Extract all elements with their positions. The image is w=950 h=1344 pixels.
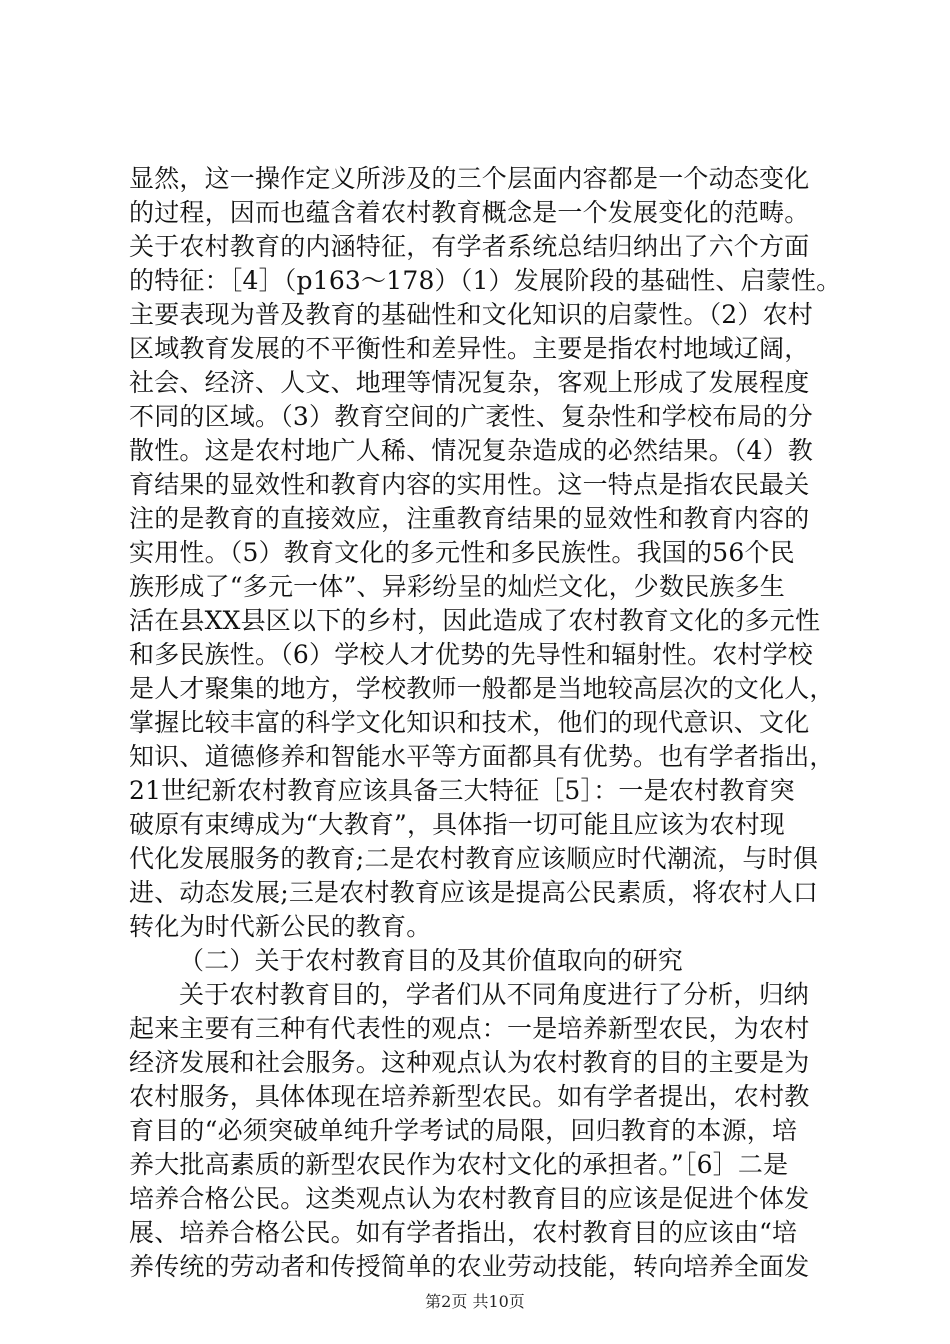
text-line: 起来主要有三种有代表性的观点：一是培养新型农民，为农村 — [129, 1014, 810, 1043]
text-line: 的特征：［4］（p163～178）（1）发展阶段的基础性、启蒙性。 — [129, 266, 842, 295]
text-line: 族形成了“多元一体”、异彩纷呈的灿烂文化，少数民族多生 — [129, 572, 785, 601]
text-line: 知识、道德修养和智能水平等方面都具有优势。也有学者指出， — [129, 742, 835, 771]
text-line: 培养合格公民。这类观点认为农村教育目的应该是促进个体发 — [129, 1184, 810, 1213]
text-line: 展、培养合格公民。如有学者指出，农村教育目的应该由“培 — [129, 1218, 798, 1247]
text-line: 育结果的显效性和教育内容的实用性。这一特点是指农民最关 — [129, 470, 810, 499]
text-line: 显然，这一操作定义所涉及的三个层面内容都是一个动态变化 — [129, 164, 810, 193]
section-heading: （二）关于农村教育目的及其价值取向的研究 — [179, 946, 684, 975]
text-line: 社会、经济、人文、地理等情况复杂，客观上形成了发展程度 — [129, 368, 810, 397]
text-line: 掌握比较丰富的科学文化知识和技术，他们的现代意识、文化 — [129, 708, 810, 737]
text-line: 散性。这是农村地广人稀、情况复杂造成的必然结果。（4）教 — [129, 436, 814, 465]
text-line: 代化发展服务的教育;二是农村教育应该顺应时代潮流，与时俱 — [129, 844, 819, 873]
text-line: 育目的“必须突破单纯升学考试的局限，回归教育的本源，培 — [129, 1116, 798, 1145]
text-line: 不同的区域。（3）教育空间的广袤性、复杂性和学校布局的分 — [129, 402, 814, 431]
text-line: 是人才聚集的地方，学校教师一般都是当地较高层次的文化人， — [129, 674, 835, 703]
text-line: 的过程，因而也蕴含着农村教育概念是一个发展变化的范畴。 — [129, 198, 810, 227]
text-line: 主要表现为普及教育的基础性和文化知识的启蒙性。（2）农村 — [129, 300, 814, 329]
text-line: 注的是教育的直接效应，注重教育结果的显效性和教育内容的 — [129, 504, 810, 533]
document-body — [129, 162, 842, 1284]
text-line: 养大批高素质的新型农民作为农村文化的承担者。”［6］二是 — [129, 1150, 789, 1179]
page-footer — [0, 1292, 950, 1312]
text-line: 和多民族性。（6）学校人才优势的先导性和辐射性。农村学校 — [129, 640, 814, 669]
text-line: 实用性。（5）教育文化的多元性和多民族性。我国的56个民 — [129, 538, 795, 567]
text-line: 转化为时代新公民的教育。 — [129, 912, 432, 941]
text-line: 关于农村教育目的，学者们从不同角度进行了分析，归纳 — [179, 980, 810, 1009]
text-line: 关于农村教育的内涵特征，有学者系统总结归纳出了六个方面 — [129, 232, 810, 261]
text-line: 活在县XX县区以下的乡村，因此造成了农村教育文化的多元性 — [129, 606, 821, 635]
text-line: 区域教育发展的不平衡性和差异性。主要是指农村地域辽阔， — [129, 334, 810, 363]
text-line: 21世纪新农村教育应该具备三大特征［5］：一是农村教育突 — [129, 776, 795, 805]
page-number: 第2页 共10页 — [425, 1292, 525, 1311]
text-line: 破原有束缚成为“大教育”，具体指一切可能且应该为农村现 — [129, 810, 785, 839]
text-line: 进、动态发展;三是农村教育应该是提高公民素质，将农村人口 — [129, 878, 819, 907]
text-line: 农村服务，具体体现在培养新型农民。如有学者提出，农村教 — [129, 1082, 810, 1111]
text-line: 经济发展和社会服务。这种观点认为农村教育的目的主要是为 — [129, 1048, 810, 1077]
text-line: 养传统的劳动者和传授简单的农业劳动技能，转向培养全面发 — [129, 1252, 810, 1281]
